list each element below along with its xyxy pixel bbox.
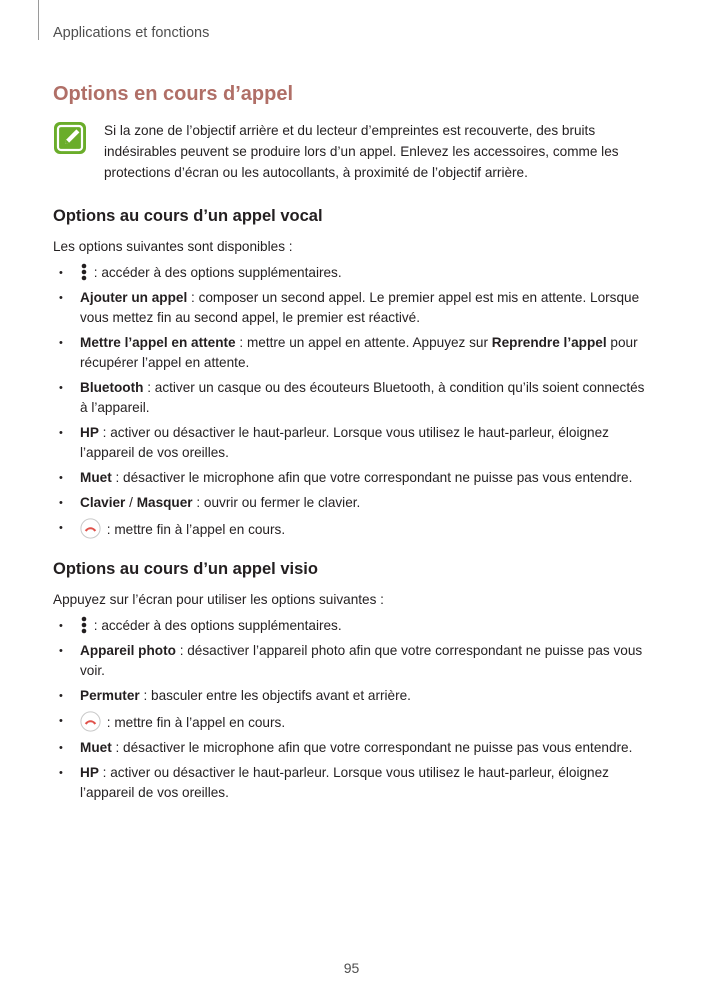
list-item [53,738,653,758]
header-title: Applications et fonctions [53,25,210,41]
note-pencil-icon [53,121,87,155]
voice-options-list [53,263,653,545]
item-label-resume: Reprendre l’appel [491,335,607,350]
video-options-list [53,616,653,808]
list-item [53,763,653,803]
item-label: Permuter [80,688,140,703]
header-rule [38,0,39,40]
item-text: : ouvrir ou fermer le clavier. [192,495,361,510]
video-call-intro: Appuyez sur l’écran pour utiliser les options suivantes : [53,592,384,607]
list-item [53,493,653,513]
end-call-icon [80,711,101,732]
list-item [53,333,653,373]
item-text: : activer ou désactiver le haut-parleur. Lorsque vous utilisez le haut-parleur, éloignez l’appareil de vos oreilles. [80,765,609,800]
item-text: : composer un second appel. Le premier appel est mis en attente. Lorsque vous mettez fin au second appel, le premier est réactivé. [80,290,640,325]
item-text: : basculer entre les objectifs avant et arrière. [139,688,411,703]
item-label: Muet [80,470,112,485]
item-label: Bluetooth [80,380,144,395]
item-label: Masquer [136,495,193,510]
list-item [53,378,653,418]
item-text: : désactiver le microphone afin que votre correspondant ne puisse pas vous entendre. [111,470,633,485]
item-label: Muet [80,740,112,755]
item-text: : accéder à des options supplémentaires. [90,618,342,633]
item-text: : activer ou désactiver le haut-parleur. Lorsque vous utilisez le haut-parleur, éloignez l’appareil de vos oreilles. [80,425,609,460]
list-item [53,288,653,328]
item-text: : mettre un appel en attente. Appuyez sur [235,335,492,350]
list-item [53,423,653,463]
item-label: HP [80,425,99,440]
item-text: : désactiver le microphone afin que votre correspondant ne puisse pas vous entendre. [111,740,633,755]
voice-call-title: Options au cours d’un appel vocal [53,207,323,225]
voice-call-intro: Les options suivantes sont disponibles : [53,239,293,254]
item-label: Ajouter un appel [80,290,188,305]
item-text: : désactiver l’appareil photo afin que votre correspondant ne puisse pas vous voir. [80,643,643,678]
item-text: : mettre fin à l’appel en cours. [103,522,286,537]
list-item [53,641,653,681]
list-item [53,468,653,488]
page-number: 95 [343,960,360,976]
item-label: Clavier [80,495,126,510]
list-item [53,616,653,636]
item-separator: / [125,495,137,510]
list-item [53,263,653,283]
item-text: : mettre fin à l’appel en cours. [103,715,286,730]
list-item [53,711,653,733]
note-text: Si la zone de l’objectif arrière et du lecteur d’empreintes est recouverte, des bruits indésirables peuvent se produire lors d’un appel. Enlevez les accessoires, comme les protections d’écran ou les autocollants, à proximité de l’objectif arrière. [104,123,619,180]
list-item [53,686,653,706]
list-item [53,518,653,540]
item-label: Appareil photo [80,643,176,658]
item-text: : activer un casque ou des écouteurs Bluetooth, à condition qu’ils soient connectés à l’appareil. [80,380,645,415]
end-call-icon [80,518,101,539]
item-text: pour récupérer l’appel en attente. [80,335,638,370]
item-text: : accéder à des options supplémentaires. [90,265,342,280]
item-label: Mettre l’appel en attente [80,335,236,350]
more-options-icon [80,263,88,281]
video-call-title: Options au cours d’un appel visio [53,560,318,578]
section-title: Options en cours d’appel [53,83,294,105]
more-options-icon [80,616,88,634]
item-label: HP [80,765,99,780]
